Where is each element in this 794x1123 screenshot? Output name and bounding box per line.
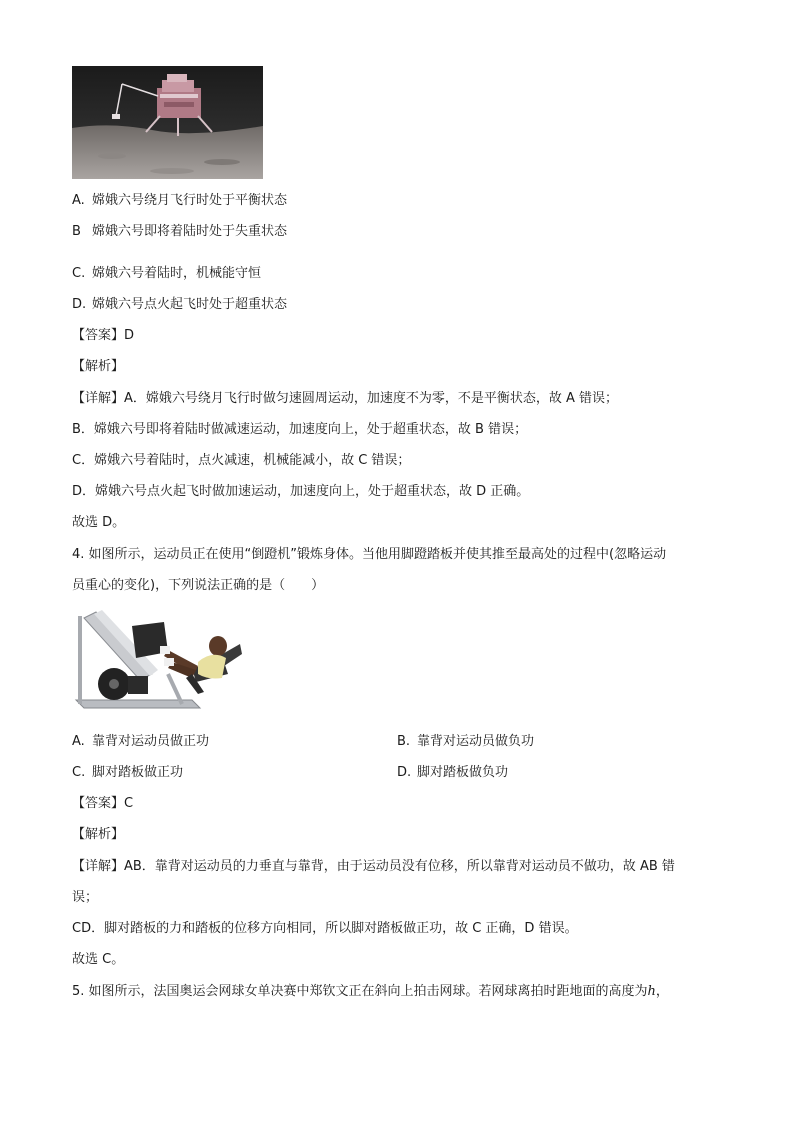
- q3-analysis-title: 【解析】: [72, 359, 125, 374]
- q4-option-b: B. 靠背对运动员做负功: [397, 734, 535, 749]
- q4-option-c: C. 脚对踏板做正功: [72, 765, 184, 780]
- q5-stem-line1: 5. 如图所示，法国奥运会网球女单决赛中郑钦文正在斜向上拍击网球。若网球离拍时距地面的高度为h，: [72, 984, 669, 999]
- lander-photo: [72, 66, 263, 179]
- q3-option-a: A. 嫦娥六号绕月飞行时处于平衡状态: [72, 193, 288, 208]
- q3-answer: 【答案】D: [72, 328, 135, 343]
- leg-press-photo: [72, 604, 244, 718]
- q3-option-d: D. 嫦娥六号点火起飞时处于超重状态: [72, 297, 288, 312]
- q3-option-b: B 嫦娥六号即将着陆时处于失重状态: [72, 224, 288, 239]
- q3-conclusion: 故选 D。: [72, 515, 126, 530]
- q3-detail-c: C．嫦娥六号着陆时，点火减速，机械能减小，故 C 错误；: [72, 453, 411, 468]
- leg-press-illustration: [72, 604, 244, 718]
- q4-detail-1b: 误；: [72, 890, 99, 905]
- q4-answer: 【答案】C: [72, 796, 134, 811]
- q3-detail-b: B．嫦娥六号即将着陆时做减速运动，加速度向上，处于超重状态，故 B 错误；: [72, 422, 528, 437]
- q3-detail-d: D．嫦娥六号点火起飞时做加速运动，加速度向上，处于超重状态，故 D 正确。: [72, 484, 530, 499]
- lander-illustration: [72, 66, 263, 179]
- q4-detail-1a: 【详解】AB．靠背对运动员的力垂直与靠背，由于运动员没有位移，所以靠背对运动员不做功，故 AB 错: [72, 859, 675, 874]
- q3-detail-a: 【详解】A．嫦娥六号绕月飞行时做匀速圆周运动，加速度不为零，不是平衡状态，故 A 错误；: [72, 391, 619, 406]
- q4-conclusion: 故选 C。: [72, 952, 125, 967]
- q4-option-d: D. 脚对踏板做负功: [397, 765, 509, 780]
- q4-detail-2: CD．脚对踏板的力和踏板的位移方向相同，所以脚对踏板做正功，故 C 正确，D 错误。: [72, 921, 578, 936]
- q4-stem-line1: 4. 如图所示，运动员正在使用“倒蹬机”锻炼身体。当他用脚蹬踏板并使其推至最高处的过程中(忽略运动: [72, 547, 667, 562]
- q4-stem-line2: 员重心的变化)，下列说法正确的是（ ）: [72, 578, 325, 593]
- q5-var-h: h: [647, 984, 656, 999]
- q3-option-c: C. 嫦娥六号着陆时，机械能守恒: [72, 266, 262, 281]
- q4-option-a: A. 靠背对运动员做正功: [72, 734, 210, 749]
- q4-analysis-title: 【解析】: [72, 827, 125, 842]
